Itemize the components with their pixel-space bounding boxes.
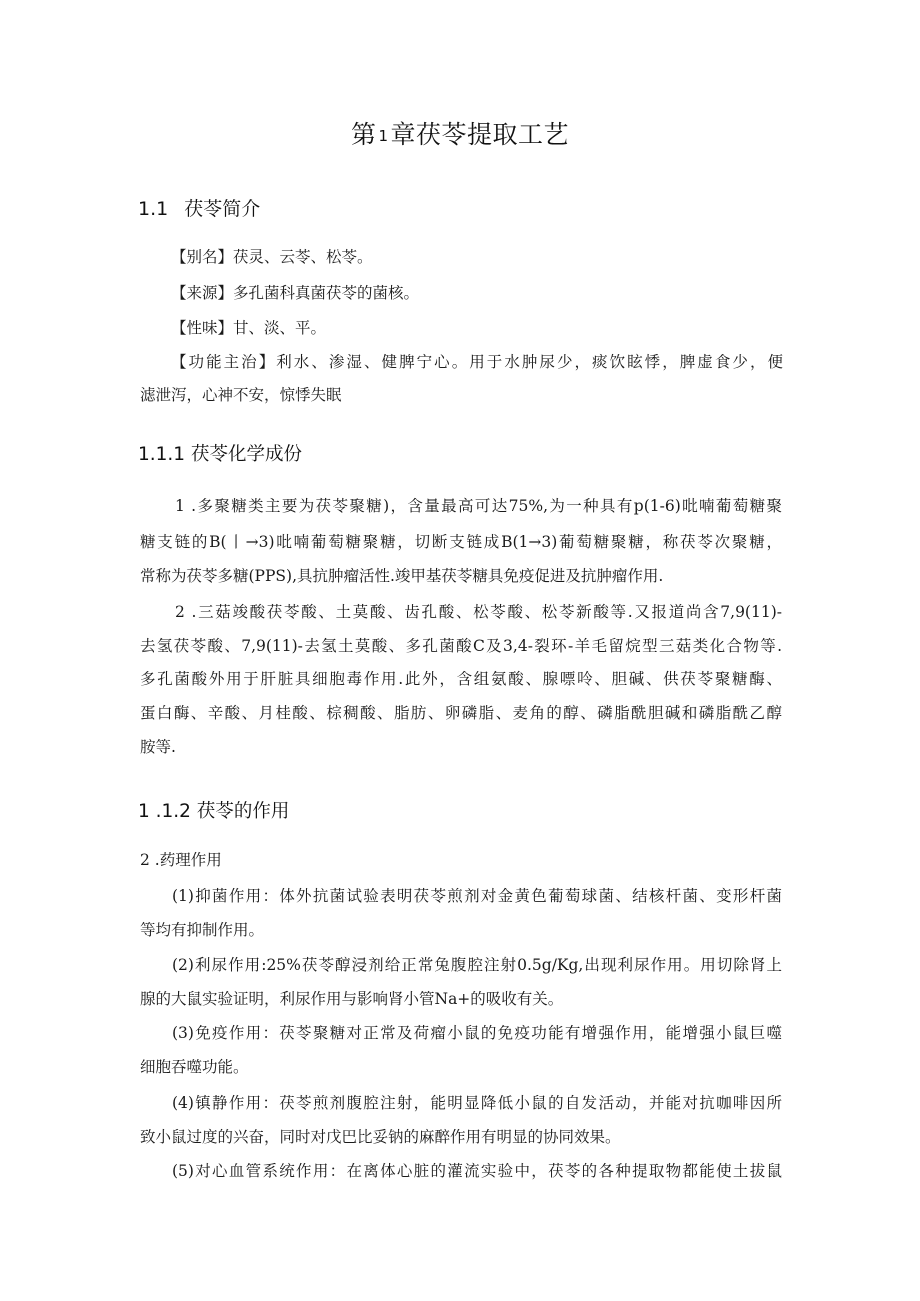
effect-3-line-1: (3)免疫作用：茯苓聚糖对正常及荷瘤小鼠的免疫功能有增强作用，能增强小鼠巨噬 [172, 1024, 782, 1042]
para2-line-3: 多孔菌酸外用于肝脏具细胞毒作用.此外，含组氨酸、腺嘌呤、胆碱、供茯苓聚糖酶、 [140, 670, 782, 688]
meta-source: 【来源】多孔菌科真菌茯苓的菌核。 [171, 284, 420, 302]
section-heading-1-1-2: 1 .1.2 茯苓的作用 [138, 801, 290, 822]
section-heading-1-1-1: 1.1.1 茯苓化学成份 [138, 444, 302, 465]
para1-line-2: 糖支链的B(丨→3)吡喃葡萄糖聚糖，切断支链成B(1→3)葡萄糖聚糖，称茯苓次聚糖， [140, 533, 782, 551]
para2-line-1: 2 .三菇竣酸茯苓酸、土莫酸、齿孔酸、松苓酸、松苓新酸等.又报道尚含7,9(11)- [175, 603, 782, 621]
function-line-1: 【功能主治】利水、渗湿、健脾宁心。用于水肿尿少，痰饮眩悸，脾虚食少，便 [171, 353, 783, 371]
para2-line-4: 蛋白酶、辛酸、月桂酸、棕稠酸、脂肪、卵磷脂、麦角的醇、磷脂酰胆碱和磷脂酰乙醇 [140, 704, 782, 722]
chapter-number: 1 [378, 127, 389, 145]
effect-2-line-2: 腺的大鼠实验证明，利尿作用与影响肾小管Na+的吸收有关。 [140, 990, 564, 1008]
effect-5-line-1: (5)对心血管系统作用：在离体心脏的灌流实验中，茯苓的各种提取物都能使土拔鼠 [172, 1162, 782, 1180]
section-title: 茯苓简介 [184, 198, 261, 220]
chapter-title-prefix: 第 [350, 120, 377, 149]
section-number: 1.1 [138, 198, 169, 220]
function-line-2: 滤泄泻，心神不安，惊悸失眠 [140, 386, 342, 404]
meta-alias: 【别名】茯灵、云苓、松苓。 [171, 248, 373, 266]
pharmacology-heading: 2 .药理作用 [140, 851, 222, 869]
meta-taste: 【性味】甘、淡、平。 [171, 319, 327, 337]
effect-1-line-1: (1)抑菌作用：体外抗菌试验表明茯苓煎剂对金黄色葡萄球菌、结核杆菌、变形杆菌 [172, 887, 782, 905]
chapter-title [0, 115, 920, 151]
effect-4-line-1: (4)镇静作用：茯苓煎剂腹腔注射，能明显降低小鼠的自发活动，并能对抗咖啡因所 [172, 1094, 782, 1112]
effect-1-line-2: 等均有抑制作用。 [140, 921, 265, 939]
chapter-title-text: 章茯苓提取工艺 [390, 120, 570, 149]
para2-line-2: 去氢茯苓酸、7,9(11)-去氢土莫酸、多孔菌酸C及3,4-裂环-羊毛留烷型三菇类化合物等. [140, 637, 782, 655]
effect-4-line-2: 致小鼠过度的兴奋，同时对戊巴比妥钠的麻醉作用有明显的协同效果。 [140, 1128, 621, 1146]
effect-2-line-1: (2)利尿作用:25%茯苓醇浸剂给正常兔腹腔注射0.5g/Kg,出现利尿作用。用切除肾上 [172, 956, 782, 974]
para1-line-3: 常称为茯苓多糖(PPS),具抗肿瘤活性.竣甲基茯苓糖具免疫促进及抗肿瘤作用. [140, 567, 664, 585]
effect-3-line-2: 细胞吞噬功能。 [140, 1058, 249, 1076]
para2-line-5: 胺等. [140, 738, 176, 756]
section-heading-1-1 [138, 194, 260, 221]
para1-line-1: 1 .多聚糖类主要为茯苓聚糖)，含量最高可达75%,为一种具有p(1-6)吡喃葡萄糖聚 [175, 497, 782, 515]
